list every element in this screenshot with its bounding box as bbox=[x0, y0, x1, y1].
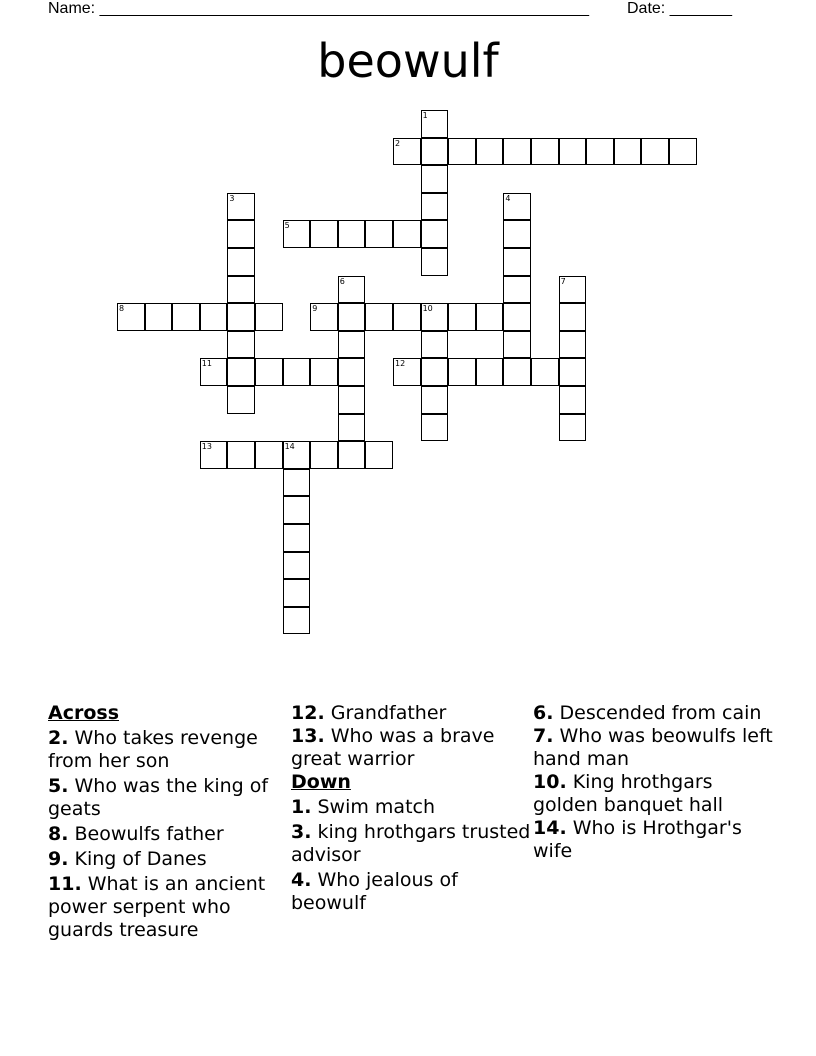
name-line: Name: _______________________________________________________ bbox=[48, 0, 589, 17]
clues-column-3 bbox=[533, 702, 773, 863]
grid-cell[interactable] bbox=[393, 220, 421, 248]
grid-cell[interactable] bbox=[145, 303, 173, 331]
grid-cell[interactable] bbox=[503, 248, 531, 276]
grid-cell[interactable] bbox=[448, 138, 476, 166]
clues-column-2 bbox=[291, 702, 531, 915]
grid-cell[interactable] bbox=[117, 303, 145, 331]
clue-text: Who takes revenge from her son bbox=[48, 727, 258, 772]
grid-cell[interactable] bbox=[503, 331, 531, 359]
clue-text: Who jealous of beowulf bbox=[291, 869, 458, 914]
grid-cell[interactable] bbox=[503, 138, 531, 166]
cell-number: 11 bbox=[201, 359, 212, 369]
grid-cell[interactable] bbox=[503, 220, 531, 248]
clue-across-5 bbox=[48, 775, 288, 821]
clue-text: King of Danes bbox=[74, 848, 207, 870]
clue-number: 6. bbox=[533, 702, 554, 724]
clue-across-8 bbox=[48, 823, 288, 846]
grid-cell[interactable] bbox=[338, 414, 366, 442]
grid-cell[interactable] bbox=[310, 358, 338, 386]
grid-cell[interactable] bbox=[255, 358, 283, 386]
cell-number: 7 bbox=[560, 276, 566, 286]
grid-cell[interactable] bbox=[283, 496, 311, 524]
clue-number: 9. bbox=[48, 848, 69, 870]
grid-cell[interactable] bbox=[283, 579, 311, 607]
clue-across-12 bbox=[291, 702, 531, 725]
grid-cell[interactable] bbox=[531, 138, 559, 166]
grid-cell[interactable] bbox=[421, 303, 449, 331]
clue-number: 12. bbox=[291, 702, 325, 724]
grid-cell[interactable] bbox=[531, 358, 559, 386]
grid-cell[interactable] bbox=[255, 441, 283, 469]
clue-text: Who was the king of geats bbox=[48, 775, 269, 820]
grid-cell[interactable] bbox=[365, 441, 393, 469]
clue-text: Beowulfs father bbox=[74, 823, 224, 845]
grid-cell[interactable] bbox=[393, 358, 421, 386]
cell-number: 5 bbox=[284, 221, 290, 231]
cell-number: 9 bbox=[312, 304, 318, 314]
grid-cell[interactable] bbox=[227, 441, 255, 469]
grid-cell[interactable] bbox=[227, 193, 255, 221]
grid-cell[interactable] bbox=[559, 414, 587, 442]
grid-cell[interactable] bbox=[448, 358, 476, 386]
grid-cell[interactable] bbox=[503, 358, 531, 386]
clue-text: Swim match bbox=[317, 796, 436, 818]
clues-column-1 bbox=[48, 702, 288, 942]
clue-across-9 bbox=[48, 848, 288, 871]
clue-text: Grandfather bbox=[330, 702, 447, 724]
grid-cell[interactable] bbox=[503, 276, 531, 304]
grid-cell[interactable] bbox=[448, 303, 476, 331]
cell-number: 12 bbox=[395, 359, 406, 369]
grid-cell[interactable] bbox=[227, 303, 255, 331]
grid-cell[interactable] bbox=[283, 552, 311, 580]
clue-across-11 bbox=[48, 873, 288, 942]
grid-cell[interactable] bbox=[365, 303, 393, 331]
clue-text: Descended from cain bbox=[559, 702, 762, 724]
grid-cell[interactable] bbox=[283, 524, 311, 552]
clue-text: What is an ancient power serpent who guards treasure bbox=[48, 873, 266, 941]
clue-number: 13. bbox=[291, 725, 325, 747]
grid-cell[interactable] bbox=[283, 220, 311, 248]
cell-number: 2 bbox=[395, 138, 401, 148]
grid-cell[interactable] bbox=[421, 358, 449, 386]
grid-cell[interactable] bbox=[283, 358, 311, 386]
grid-cell[interactable] bbox=[421, 110, 449, 138]
grid-cell[interactable] bbox=[614, 138, 642, 166]
clue-number: 10. bbox=[533, 771, 567, 793]
clue-down-7 bbox=[533, 725, 773, 771]
grid-cell[interactable] bbox=[393, 303, 421, 331]
clue-down-1 bbox=[291, 796, 531, 819]
cell-number: 1 bbox=[422, 111, 428, 120]
grid-cell[interactable] bbox=[338, 220, 366, 248]
grid-cell[interactable] bbox=[586, 138, 614, 166]
grid-cell[interactable] bbox=[338, 386, 366, 414]
grid-cell[interactable] bbox=[227, 386, 255, 414]
grid-cell[interactable] bbox=[200, 441, 228, 469]
clue-text: king hrothgars trusted advisor bbox=[291, 821, 531, 866]
puzzle-title: beowulf bbox=[317, 34, 499, 88]
clue-number: 2. bbox=[48, 727, 69, 749]
grid-cell[interactable] bbox=[559, 386, 587, 414]
grid-cell[interactable] bbox=[310, 441, 338, 469]
grid-cell[interactable] bbox=[365, 220, 393, 248]
grid-cell[interactable] bbox=[283, 441, 311, 469]
grid-cell[interactable] bbox=[227, 220, 255, 248]
clue-down-3 bbox=[291, 821, 531, 867]
clue-down-10 bbox=[533, 771, 773, 817]
grid-cell[interactable] bbox=[283, 607, 311, 635]
clue-number: 5. bbox=[48, 775, 69, 797]
clue-text: Who is Hrothgar's wife bbox=[533, 817, 742, 862]
grid-cell[interactable] bbox=[421, 331, 449, 359]
grid-cell[interactable] bbox=[476, 138, 504, 166]
clue-text: King hrothgars golden banquet hall bbox=[533, 771, 724, 816]
clue-down-14 bbox=[533, 817, 773, 863]
clue-text: Who was beowulfs left hand man bbox=[533, 725, 773, 770]
clue-number: 3. bbox=[291, 821, 312, 843]
grid-cell[interactable] bbox=[503, 193, 531, 221]
clue-number: 8. bbox=[48, 823, 69, 845]
clue-down-6 bbox=[533, 702, 773, 725]
grid-cell[interactable] bbox=[200, 358, 228, 386]
grid-cell[interactable] bbox=[641, 138, 669, 166]
clue-number: 14. bbox=[533, 817, 567, 839]
clue-across-2 bbox=[48, 727, 288, 773]
cell-number: 4 bbox=[505, 193, 511, 203]
grid-cell[interactable] bbox=[200, 303, 228, 331]
clue-down-4 bbox=[291, 869, 531, 915]
grid-cell[interactable] bbox=[476, 303, 504, 331]
cell-number: 14 bbox=[284, 442, 295, 452]
grid-cell[interactable] bbox=[421, 165, 449, 193]
grid-cell[interactable] bbox=[310, 303, 338, 331]
clue-number: 7. bbox=[533, 725, 554, 747]
grid-cell[interactable] bbox=[559, 276, 587, 304]
grid-cell[interactable] bbox=[559, 358, 587, 386]
grid-cell[interactable] bbox=[227, 248, 255, 276]
grid-cell[interactable] bbox=[421, 414, 449, 442]
across-heading: Across bbox=[48, 702, 120, 724]
clue-across-13 bbox=[291, 725, 531, 771]
clue-number: 11. bbox=[48, 873, 82, 895]
grid-cell[interactable] bbox=[338, 358, 366, 386]
grid-cell[interactable] bbox=[421, 138, 449, 166]
clue-number: 4. bbox=[291, 869, 312, 891]
grid-cell[interactable] bbox=[172, 303, 200, 331]
cell-number: 10 bbox=[422, 304, 433, 314]
clue-number: 1. bbox=[291, 796, 312, 818]
cell-number: 8 bbox=[119, 304, 125, 314]
grid-cell[interactable] bbox=[421, 220, 449, 248]
cell-number: 3 bbox=[229, 193, 235, 203]
grid-cell[interactable] bbox=[503, 303, 531, 331]
grid-cell[interactable] bbox=[476, 358, 504, 386]
grid-cell[interactable] bbox=[559, 303, 587, 331]
grid-cell[interactable] bbox=[227, 276, 255, 304]
grid-cell[interactable] bbox=[559, 331, 587, 359]
cell-number: 13 bbox=[201, 442, 212, 452]
grid-cell[interactable] bbox=[227, 358, 255, 386]
grid-cell[interactable] bbox=[421, 248, 449, 276]
grid-cell[interactable] bbox=[310, 220, 338, 248]
grid-cell[interactable] bbox=[227, 331, 255, 359]
grid-cell[interactable] bbox=[338, 276, 366, 304]
grid-cell[interactable] bbox=[559, 138, 587, 166]
grid-cell[interactable] bbox=[338, 331, 366, 359]
grid-cell[interactable] bbox=[338, 303, 366, 331]
grid-cell[interactable] bbox=[421, 193, 449, 221]
grid-cell[interactable] bbox=[421, 386, 449, 414]
date-line: Date: _______ bbox=[627, 0, 732, 17]
grid-cell[interactable] bbox=[338, 441, 366, 469]
down-heading: Down bbox=[291, 771, 351, 793]
cell-number: 6 bbox=[339, 276, 345, 286]
grid-cell[interactable] bbox=[255, 303, 283, 331]
grid-cell[interactable] bbox=[393, 138, 421, 166]
clue-text: Who was a brave great warrior bbox=[291, 725, 495, 770]
grid-cell[interactable] bbox=[283, 469, 311, 497]
grid-cell[interactable] bbox=[669, 138, 697, 166]
